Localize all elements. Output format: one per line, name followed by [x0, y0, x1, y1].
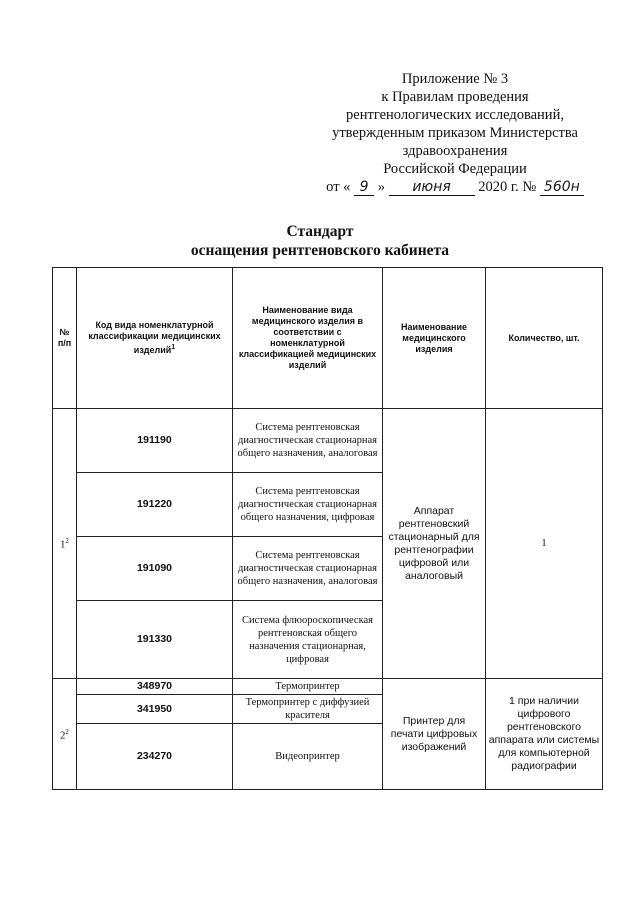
quantity-cell: 1 — [486, 409, 603, 679]
table-row — [53, 409, 603, 473]
date-prefix: от « — [326, 179, 351, 195]
header-name: Наименование медицинского изделия — [383, 268, 486, 409]
date-mid: » — [377, 179, 385, 195]
date-year: 2020 г. № — [478, 179, 537, 195]
code-cell: 191330 — [77, 601, 233, 679]
equipment-table — [52, 267, 603, 790]
handwritten-day: 9 — [354, 180, 374, 196]
code-cell: 191220 — [77, 473, 233, 537]
table-row — [53, 679, 603, 695]
appendix-line: Российской Федерации — [383, 161, 527, 177]
table-header-row — [53, 268, 603, 409]
row-number: $1^2$ — [53, 409, 77, 679]
document-subtitle: оснащения рентгеновского кабинета — [190, 242, 450, 259]
code-cell: 341950 — [77, 695, 233, 724]
kind-cell: Система рентгеновская диагностическая стационарная общего назначения, аналоговая — [233, 409, 383, 473]
header-kind: Наименование вида медицинского изделия в соответствии с номенклатурной классификацией медицинских изделий — [233, 268, 383, 409]
kind-cell: Система флюороскопическая рентгеновская общего назначения стационарная, цифровая — [233, 601, 383, 679]
document-title: Стандарт — [286, 223, 354, 240]
appendix-line: рентгенологических исследований, — [346, 107, 564, 123]
appendix-header — [300, 70, 610, 196]
kind-cell: Термопринтер с диффузией красителя — [233, 695, 383, 724]
kind-cell: Видеопринтер — [233, 724, 383, 790]
kind-cell: Система рентгеновская диагностическая стационарная общего назначения, аналоговая — [233, 537, 383, 601]
handwritten-order-number: 560н — [540, 180, 584, 196]
appendix-line: к Правилам проведения — [381, 89, 529, 105]
appendix-line: здравоохранения — [402, 143, 508, 159]
kind-cell: Термопринтер — [233, 679, 383, 695]
device-name-cell: Принтер для печати цифровых изображений — [383, 679, 486, 790]
header-num: № п/п — [53, 268, 77, 409]
appendix-line: Приложение № 3 — [401, 71, 509, 87]
code-cell: 348970 — [77, 679, 233, 695]
device-name-cell: Аппарат рентгеновский стационарный для рентгенографии цифровой или аналоговый — [383, 409, 486, 679]
quantity-cell: 1 при наличии цифрового рентгеновского аппарата или системы для компьютерной радиографии — [486, 679, 603, 790]
appendix-line: утвержденным приказом Министерства — [332, 125, 578, 141]
order-date-line — [300, 178, 610, 196]
code-cell: 234270 — [77, 724, 233, 790]
row-number: $2^2$ — [53, 679, 77, 790]
code-cell: 191090 — [77, 537, 233, 601]
header-qty: Количество, шт. — [486, 268, 603, 409]
kind-cell: Система рентгеновская диагностическая стационарная общего назначения, цифровая — [233, 473, 383, 537]
code-cell: 191190 — [77, 409, 233, 473]
handwritten-month: июня — [389, 180, 475, 196]
header-code: Код вида номенклатурной классификации медицинских изделий$^1$ — [77, 268, 233, 409]
